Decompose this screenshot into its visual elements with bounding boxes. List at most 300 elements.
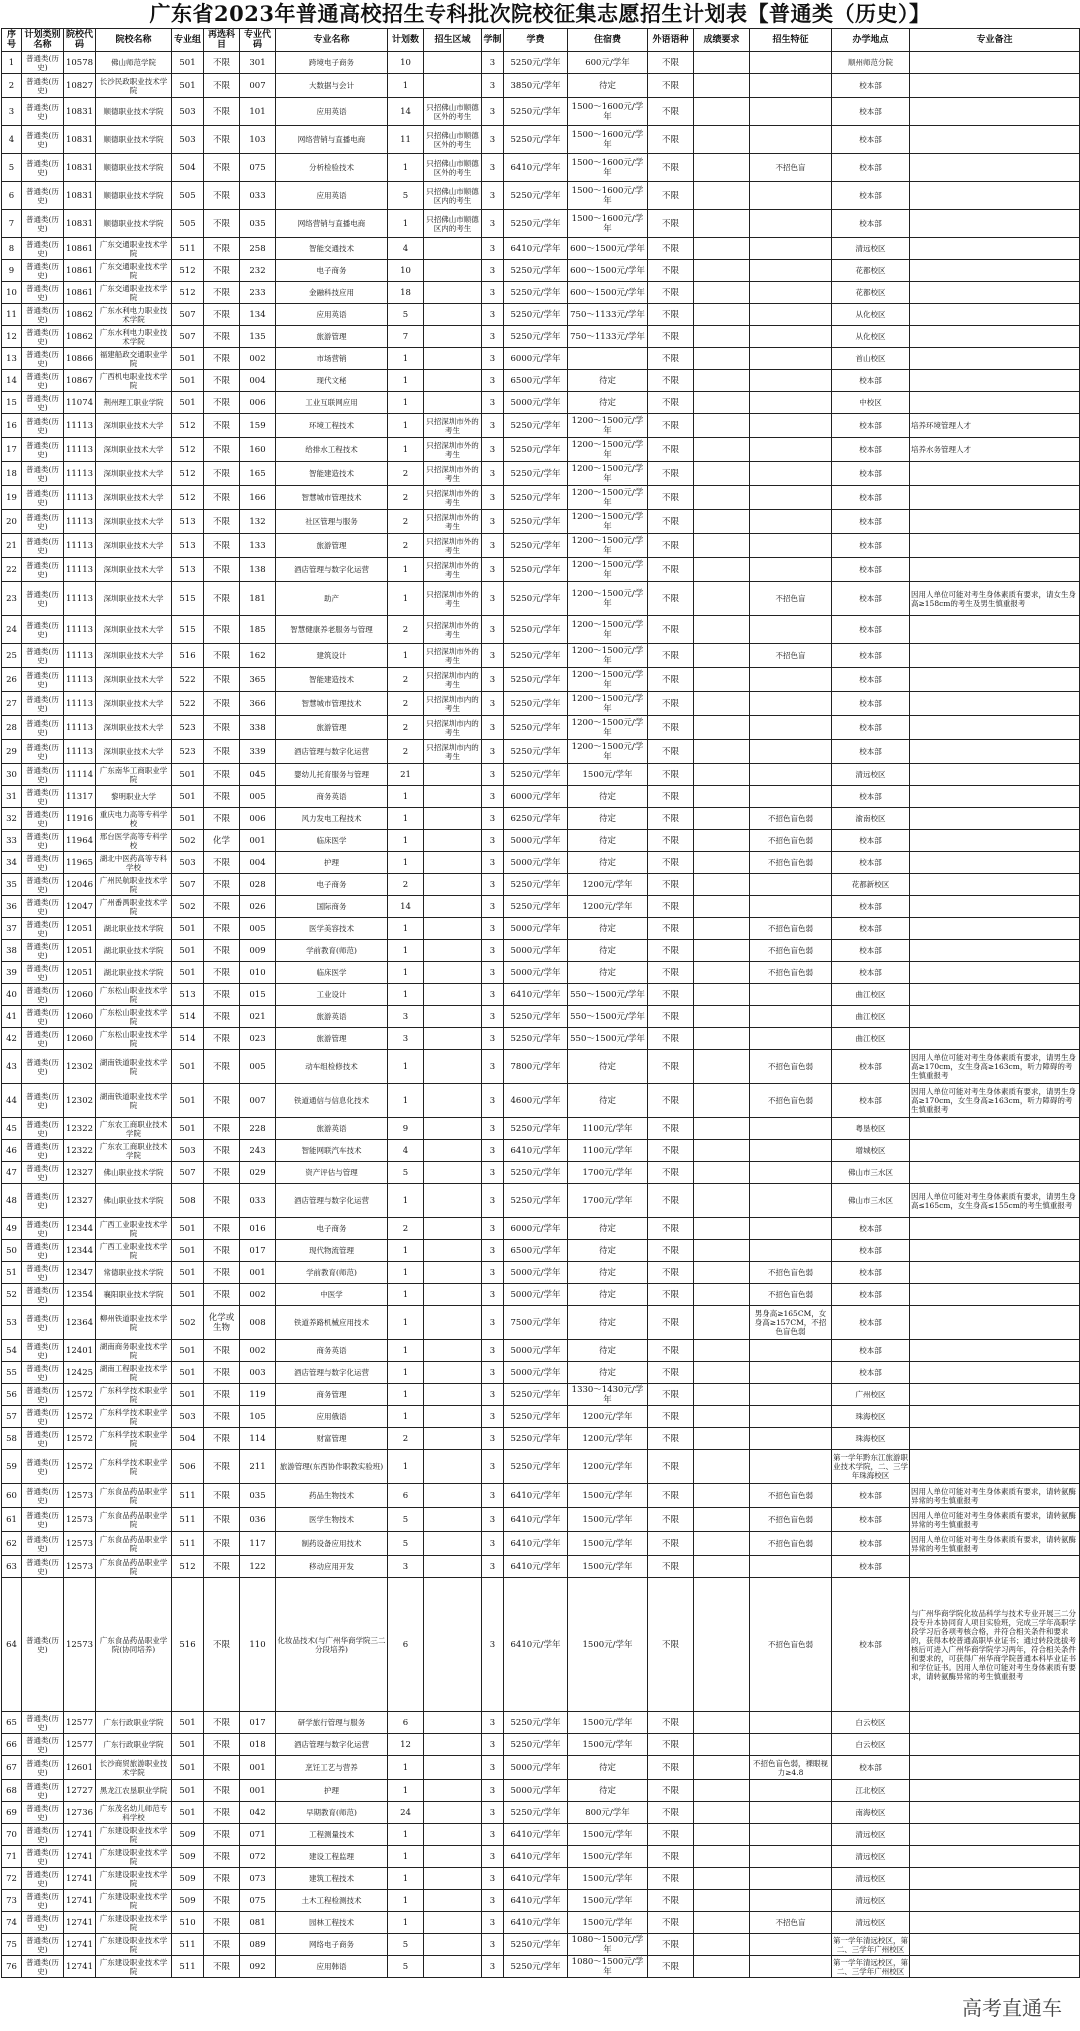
table-cell: 3 (482, 1362, 504, 1384)
table-cell: 1200元/学年 (568, 1406, 648, 1428)
table-cell: 3 (482, 348, 504, 370)
table-cell: 3 (482, 1450, 504, 1484)
table-cell: 365 (240, 668, 276, 692)
table-cell: 006 (240, 392, 276, 414)
table-cell: 只招深圳市外的考生 (424, 510, 482, 534)
table-cell: 只招深圳市内的考生 (424, 668, 482, 692)
table-cell (750, 1890, 832, 1912)
table-cell: 不限 (204, 740, 240, 764)
table-cell: 网络营销与直播电商 (276, 210, 388, 238)
table-cell: 园林工程技术 (276, 1912, 388, 1934)
table-cell: 不限 (648, 52, 694, 74)
table-cell: 512 (172, 260, 204, 282)
table-row (2, 1050, 1080, 1084)
table-cell: 3 (482, 1712, 504, 1734)
table-cell (910, 348, 1080, 370)
table-row (2, 1262, 1080, 1284)
table-cell (910, 962, 1080, 984)
table-cell (424, 918, 482, 940)
table-cell: 5250元/学年 (504, 304, 568, 326)
table-cell: 12060 (64, 984, 96, 1006)
table-row (2, 1306, 1080, 1340)
table-cell: 12060 (64, 1006, 96, 1028)
table-cell (694, 1218, 750, 1240)
table-cell: 不限 (204, 534, 240, 558)
table-cell: 5000元/学年 (504, 1780, 568, 1802)
table-cell: 待定 (568, 1362, 648, 1384)
table-cell: 119 (240, 1384, 276, 1406)
table-cell: 不限 (204, 764, 240, 786)
table-cell: 1500元/学年 (568, 1734, 648, 1756)
table-cell: 不限 (648, 918, 694, 940)
table-cell: 建设工程监理 (276, 1846, 388, 1868)
table-cell: 普通类(历史) (22, 1956, 64, 1978)
table-cell: 600元/学年 (568, 52, 648, 74)
table-cell: 33 (2, 830, 22, 852)
table-cell: 黎明职业大学 (96, 786, 172, 808)
table-cell: 1100元/学年 (568, 1140, 648, 1162)
table-cell: 电子商务 (276, 874, 388, 896)
table-cell: 旅游管理 (276, 534, 388, 558)
table-cell: 不招色盲色弱 (750, 940, 832, 962)
table-cell: 不限 (204, 438, 240, 462)
table-cell: 5250元/学年 (504, 644, 568, 668)
table-row (2, 1912, 1080, 1934)
table-cell: 12573 (64, 1578, 96, 1712)
table-cell: 045 (240, 764, 276, 786)
table-cell (424, 1912, 482, 1934)
table-cell (694, 1824, 750, 1846)
table-cell (750, 74, 832, 98)
column-header: 学制 (482, 29, 504, 52)
table-cell: 4600元/学年 (504, 1084, 568, 1118)
table-cell (424, 940, 482, 962)
table-cell: 校本部 (832, 1362, 910, 1384)
table-cell: 与广州华商学院化妆品科学与技术专业开展三二分段专升本协同育人项目实验班，完成三学年高职学段学习后各项考核合格，并符合相关条件和要求的，获得本校普通高职毕业证书；通过转段选拔考核后可进入广州华商学院学习两年，符合相关条件和要求的，可获得广州华商学院普通本科毕业证书和学位证书。因用人单位可能对考生身体素质有要求，请转氨酶异常的考生慎重报考 (910, 1578, 1080, 1712)
table-cell: 不招色盲色弱 (750, 1484, 832, 1508)
table-cell: 广东食品药品职业学院 (96, 1508, 172, 1532)
table-cell: 9 (388, 1118, 424, 1140)
table-cell: 不限 (648, 1934, 694, 1956)
table-cell: 普通类(历史) (22, 808, 64, 830)
table-cell (424, 1578, 482, 1712)
table-cell: 资产评估与管理 (276, 1162, 388, 1184)
table-cell: 不限 (648, 1218, 694, 1240)
table-cell: 2 (2, 74, 22, 98)
table-cell: 培养水务管理人才 (910, 438, 1080, 462)
table-cell: 12051 (64, 962, 96, 984)
column-header: 专业名称 (276, 29, 388, 52)
column-header: 院校代码 (64, 29, 96, 52)
table-cell: 1 (388, 414, 424, 438)
table-cell: 1500元/学年 (568, 1712, 648, 1734)
table-cell: 501 (172, 1362, 204, 1384)
table-cell: 11113 (64, 616, 96, 644)
table-cell: 8 (2, 238, 22, 260)
table-cell (694, 1140, 750, 1162)
table-cell (694, 1578, 750, 1712)
table-cell: 11113 (64, 582, 96, 616)
table-cell: 1 (388, 1780, 424, 1802)
table-cell (750, 1934, 832, 1956)
table-cell: 018 (240, 1734, 276, 1756)
table-cell: 因用人单位可能对考生身体素质有要求，请转氨酶异常的考生慎重报考 (910, 1484, 1080, 1508)
table-cell: 513 (172, 558, 204, 582)
table-cell: 3 (482, 182, 504, 210)
table-cell (910, 1340, 1080, 1362)
table-cell: 广西工业职业技术学院 (96, 1240, 172, 1262)
table-cell: 普通类(历史) (22, 1780, 64, 1802)
table-row (2, 52, 1080, 74)
table-cell: 不限 (204, 918, 240, 940)
table-cell: 旅游管理 (276, 1028, 388, 1050)
table-cell (424, 830, 482, 852)
table-cell: 普通类(历史) (22, 1340, 64, 1362)
table-cell: 深圳职业技术大学 (96, 616, 172, 644)
table-row (2, 1556, 1080, 1578)
table-cell: 511 (172, 1934, 204, 1956)
table-cell: 10831 (64, 154, 96, 182)
table-cell: 11317 (64, 786, 96, 808)
table-cell: 校本部 (832, 534, 910, 558)
table-cell (694, 1532, 750, 1556)
table-cell: 5250元/学年 (504, 534, 568, 558)
table-cell: 不限 (204, 940, 240, 962)
table-cell: 7 (388, 326, 424, 348)
table-cell (424, 1556, 482, 1578)
table-cell: 026 (240, 896, 276, 918)
table-cell: 5250元/学年 (504, 692, 568, 716)
table-cell: 1 (388, 1284, 424, 1306)
table-cell (424, 1306, 482, 1340)
table-row (2, 1184, 1080, 1218)
table-cell (424, 1084, 482, 1118)
table-cell: 5000元/学年 (504, 1756, 568, 1780)
table-cell: 不限 (204, 1508, 240, 1532)
table-cell: 5250元/学年 (504, 616, 568, 644)
table-cell: 从化校区 (832, 326, 910, 348)
table-cell: 1 (388, 582, 424, 616)
table-cell: 普通类(历史) (22, 852, 64, 874)
table-cell: 普通类(历史) (22, 1756, 64, 1780)
table-cell: 普通类(历史) (22, 348, 64, 370)
column-header: 外语语种 (648, 29, 694, 52)
table-cell: 12577 (64, 1712, 96, 1734)
table-cell: 待定 (568, 1756, 648, 1780)
table-cell: 不限 (204, 716, 240, 740)
table-cell: 511 (172, 1956, 204, 1978)
table-cell (424, 1890, 482, 1912)
table-cell: 待定 (568, 1218, 648, 1240)
table-cell (750, 210, 832, 238)
table-cell: 普通类(历史) (22, 1306, 64, 1340)
table-cell: 12401 (64, 1340, 96, 1362)
table-cell: 福建船政交通职业学院 (96, 348, 172, 370)
column-header: 专业备注 (910, 29, 1080, 52)
table-cell: 广东建设职业技术学院 (96, 1890, 172, 1912)
table-cell: 11113 (64, 692, 96, 716)
table-cell: 3 (482, 558, 504, 582)
column-header: 再选科目 (204, 29, 240, 52)
table-cell (694, 1846, 750, 1868)
table-cell: 507 (172, 326, 204, 348)
table-cell (424, 1028, 482, 1050)
table-cell: 普通类(历史) (22, 962, 64, 984)
table-cell (910, 510, 1080, 534)
table-cell (694, 510, 750, 534)
table-row (2, 304, 1080, 326)
table-cell: 待定 (568, 918, 648, 940)
table-cell: 501 (172, 962, 204, 984)
table-cell (424, 1824, 482, 1846)
table-cell (424, 1756, 482, 1780)
table-cell: 广东科学技术职业学院 (96, 1428, 172, 1450)
table-cell: 土木工程检测技术 (276, 1890, 388, 1912)
table-cell (910, 616, 1080, 644)
table-cell: 43 (2, 1050, 22, 1084)
table-cell: 5 (2, 154, 22, 182)
table-cell: 65 (2, 1712, 22, 1734)
table-cell (910, 52, 1080, 74)
table-cell (750, 874, 832, 896)
table-cell: 清远校区 (832, 1912, 910, 1934)
table-cell: 001 (240, 1262, 276, 1284)
table-cell: 网络电子商务 (276, 1934, 388, 1956)
table-cell: 因用人单位可能对考生身体素质有要求，请男生身高≤165cm，女生身高≤155cm的考生慎重报考 (910, 1184, 1080, 1218)
table-cell: 校本部 (832, 414, 910, 438)
table-row (2, 558, 1080, 582)
table-cell: 1 (388, 1912, 424, 1934)
table-cell: 重庆电力高等专科学校 (96, 808, 172, 830)
table-cell: 普通类(历史) (22, 1406, 64, 1428)
table-cell: 2 (388, 534, 424, 558)
table-cell: 3 (482, 1428, 504, 1450)
table-cell: 1100元/学年 (568, 1118, 648, 1140)
table-cell (424, 392, 482, 414)
table-cell: 普通类(历史) (22, 582, 64, 616)
table-cell: 校本部 (832, 1218, 910, 1240)
table-cell: 不限 (204, 1084, 240, 1118)
table-cell: 不限 (204, 1484, 240, 1508)
table-row (2, 1734, 1080, 1756)
table-cell: 3 (482, 1578, 504, 1712)
table-cell: 12327 (64, 1184, 96, 1218)
table-cell: 不限 (204, 1184, 240, 1218)
table-cell: 4 (388, 238, 424, 260)
table-cell: 6410元/学年 (504, 984, 568, 1006)
table-cell: 1 (388, 962, 424, 984)
table-cell: 4 (388, 1140, 424, 1162)
table-row (2, 1824, 1080, 1846)
table-cell: 不限 (648, 1450, 694, 1484)
table-cell: 12347 (64, 1262, 96, 1284)
table-cell: 现代文秘 (276, 370, 388, 392)
table-cell: 不限 (648, 1712, 694, 1734)
table-cell: 3 (482, 1384, 504, 1406)
table-cell: 1200元/学年 (568, 1450, 648, 1484)
table-cell: 513 (172, 510, 204, 534)
table-cell: 普通类(历史) (22, 1934, 64, 1956)
table-cell: 顺德职业技术学院 (96, 210, 172, 238)
table-cell (910, 392, 1080, 414)
table-cell (910, 182, 1080, 210)
table-cell: 顺州师范分院 (832, 52, 910, 74)
table-cell: 029 (240, 1162, 276, 1184)
table-cell: 不限 (204, 510, 240, 534)
table-cell (694, 896, 750, 918)
table-cell: 1 (388, 1262, 424, 1284)
table-cell: 10831 (64, 182, 96, 210)
table-cell: 普通类(历史) (22, 786, 64, 808)
table-cell: 009 (240, 940, 276, 962)
table-cell: 30 (2, 764, 22, 786)
table-cell: 不限 (204, 304, 240, 326)
table-cell: 44 (2, 1084, 22, 1118)
table-cell: 513 (172, 984, 204, 1006)
table-cell (694, 1028, 750, 1050)
table-cell: 待定 (568, 1084, 648, 1118)
table-cell: 不限 (204, 984, 240, 1006)
table-cell: 3 (482, 962, 504, 984)
table-cell (750, 392, 832, 414)
table-cell (424, 786, 482, 808)
table-cell: 3 (482, 692, 504, 716)
table-cell (694, 940, 750, 962)
table-cell (694, 1162, 750, 1184)
table-cell: 不限 (648, 808, 694, 830)
table-row (2, 808, 1080, 830)
table-cell: 不限 (648, 98, 694, 126)
column-header: 招生特征 (750, 29, 832, 52)
table-cell: 301 (240, 52, 276, 74)
table-cell (910, 1846, 1080, 1868)
table-cell: 3 (388, 1006, 424, 1028)
table-cell: 12741 (64, 1868, 96, 1890)
table-cell (424, 1218, 482, 1240)
table-cell: 114 (240, 1428, 276, 1450)
table-cell: 普通类(历史) (22, 716, 64, 740)
table-cell: 不限 (204, 1006, 240, 1028)
table-cell: 普通类(历史) (22, 1218, 64, 1240)
table-cell (910, 764, 1080, 786)
table-cell: 5250元/学年 (504, 896, 568, 918)
table-cell: 1200～1500元/学年 (568, 414, 648, 438)
table-cell (750, 1956, 832, 1978)
table-cell: 005 (240, 918, 276, 940)
table-cell: 不招色盲色弱 (750, 808, 832, 830)
table-cell: 不招色盲色弱 (750, 852, 832, 874)
table-cell: 007 (240, 1084, 276, 1118)
table-cell: 不限 (204, 1406, 240, 1428)
table-cell: 12741 (64, 1912, 96, 1934)
table-cell: 010 (240, 962, 276, 984)
table-cell: 不限 (204, 616, 240, 644)
table-cell (910, 1362, 1080, 1384)
table-cell (910, 1262, 1080, 1284)
table-cell (910, 1802, 1080, 1824)
table-cell: 6410元/学年 (504, 1868, 568, 1890)
table-cell: 不限 (204, 1756, 240, 1780)
table-cell: 3 (482, 984, 504, 1006)
table-cell: 商务英语 (276, 786, 388, 808)
table-cell: 3 (482, 74, 504, 98)
table-cell (694, 1340, 750, 1362)
table-cell: 校本部 (832, 1508, 910, 1532)
table-cell: 12344 (64, 1240, 96, 1262)
table-cell: 不限 (648, 510, 694, 534)
table-cell: 511 (172, 238, 204, 260)
table-cell: 因用人单位可能对考生身体素质有要求，请男生身高≥170cm，女生身高≥163cm，听力障碍的考生慎重报考 (910, 1084, 1080, 1118)
table-cell (694, 52, 750, 74)
table-cell: 7 (2, 210, 22, 238)
table-cell: 29 (2, 740, 22, 764)
table-cell: 1 (388, 392, 424, 414)
table-cell (694, 1484, 750, 1508)
table-cell (694, 1118, 750, 1140)
table-row (2, 1934, 1080, 1956)
table-cell (750, 414, 832, 438)
table-cell (750, 616, 832, 644)
table-cell: 12736 (64, 1802, 96, 1824)
table-cell: 3 (482, 644, 504, 668)
table-cell: 159 (240, 414, 276, 438)
table-row (2, 692, 1080, 716)
table-cell: 不限 (648, 1084, 694, 1118)
table-cell: 501 (172, 1734, 204, 1756)
table-cell: 12572 (64, 1450, 96, 1484)
table-cell: 13 (2, 348, 22, 370)
table-cell: 9 (2, 260, 22, 282)
table-cell: 501 (172, 1756, 204, 1780)
table-cell: 第一学年清远校区，第二、三学年广州校区 (833, 1957, 908, 1976)
table-row (2, 510, 1080, 534)
table-cell: 深圳职业技术大学 (96, 510, 172, 534)
table-cell: 普通类(历史) (22, 392, 64, 414)
table-cell: 普通类(历史) (22, 1118, 64, 1140)
table-cell: 不限 (648, 74, 694, 98)
table-cell: 015 (240, 984, 276, 1006)
table-cell: 40 (2, 984, 22, 1006)
table-cell: 顺德职业技术学院 (96, 182, 172, 210)
table-cell (694, 238, 750, 260)
table-cell (750, 1028, 832, 1050)
table-cell: 3 (482, 1162, 504, 1184)
table-cell: 电子商务 (276, 1218, 388, 1240)
table-cell (424, 808, 482, 830)
table-cell (750, 1218, 832, 1240)
table-cell: 10861 (64, 238, 96, 260)
table-row (2, 616, 1080, 644)
table-cell (424, 1240, 482, 1262)
table-cell: 校本部 (832, 740, 910, 764)
table-cell (910, 462, 1080, 486)
table-cell: 3 (482, 1824, 504, 1846)
table-cell (424, 1450, 482, 1484)
table-cell: 075 (240, 1890, 276, 1912)
table-cell: 1 (388, 438, 424, 462)
table-cell (694, 1780, 750, 1802)
table-cell (424, 1362, 482, 1384)
table-cell: 酒店管理与数字化运营 (276, 740, 388, 764)
table-cell: 普通类(历史) (22, 1734, 64, 1756)
table-cell: 广东建设职业技术学院 (96, 1934, 172, 1956)
table-cell: 3 (482, 808, 504, 830)
table-cell: 只招深圳市外的考生 (424, 616, 482, 644)
table-cell (750, 1846, 832, 1868)
table-cell: 不限 (204, 282, 240, 304)
table-cell: 11113 (64, 644, 96, 668)
table-cell: 因用人单位可能对考生身体素质有要求，请女生身高≥158cm的考生及男生慎重报考 (910, 582, 1080, 616)
